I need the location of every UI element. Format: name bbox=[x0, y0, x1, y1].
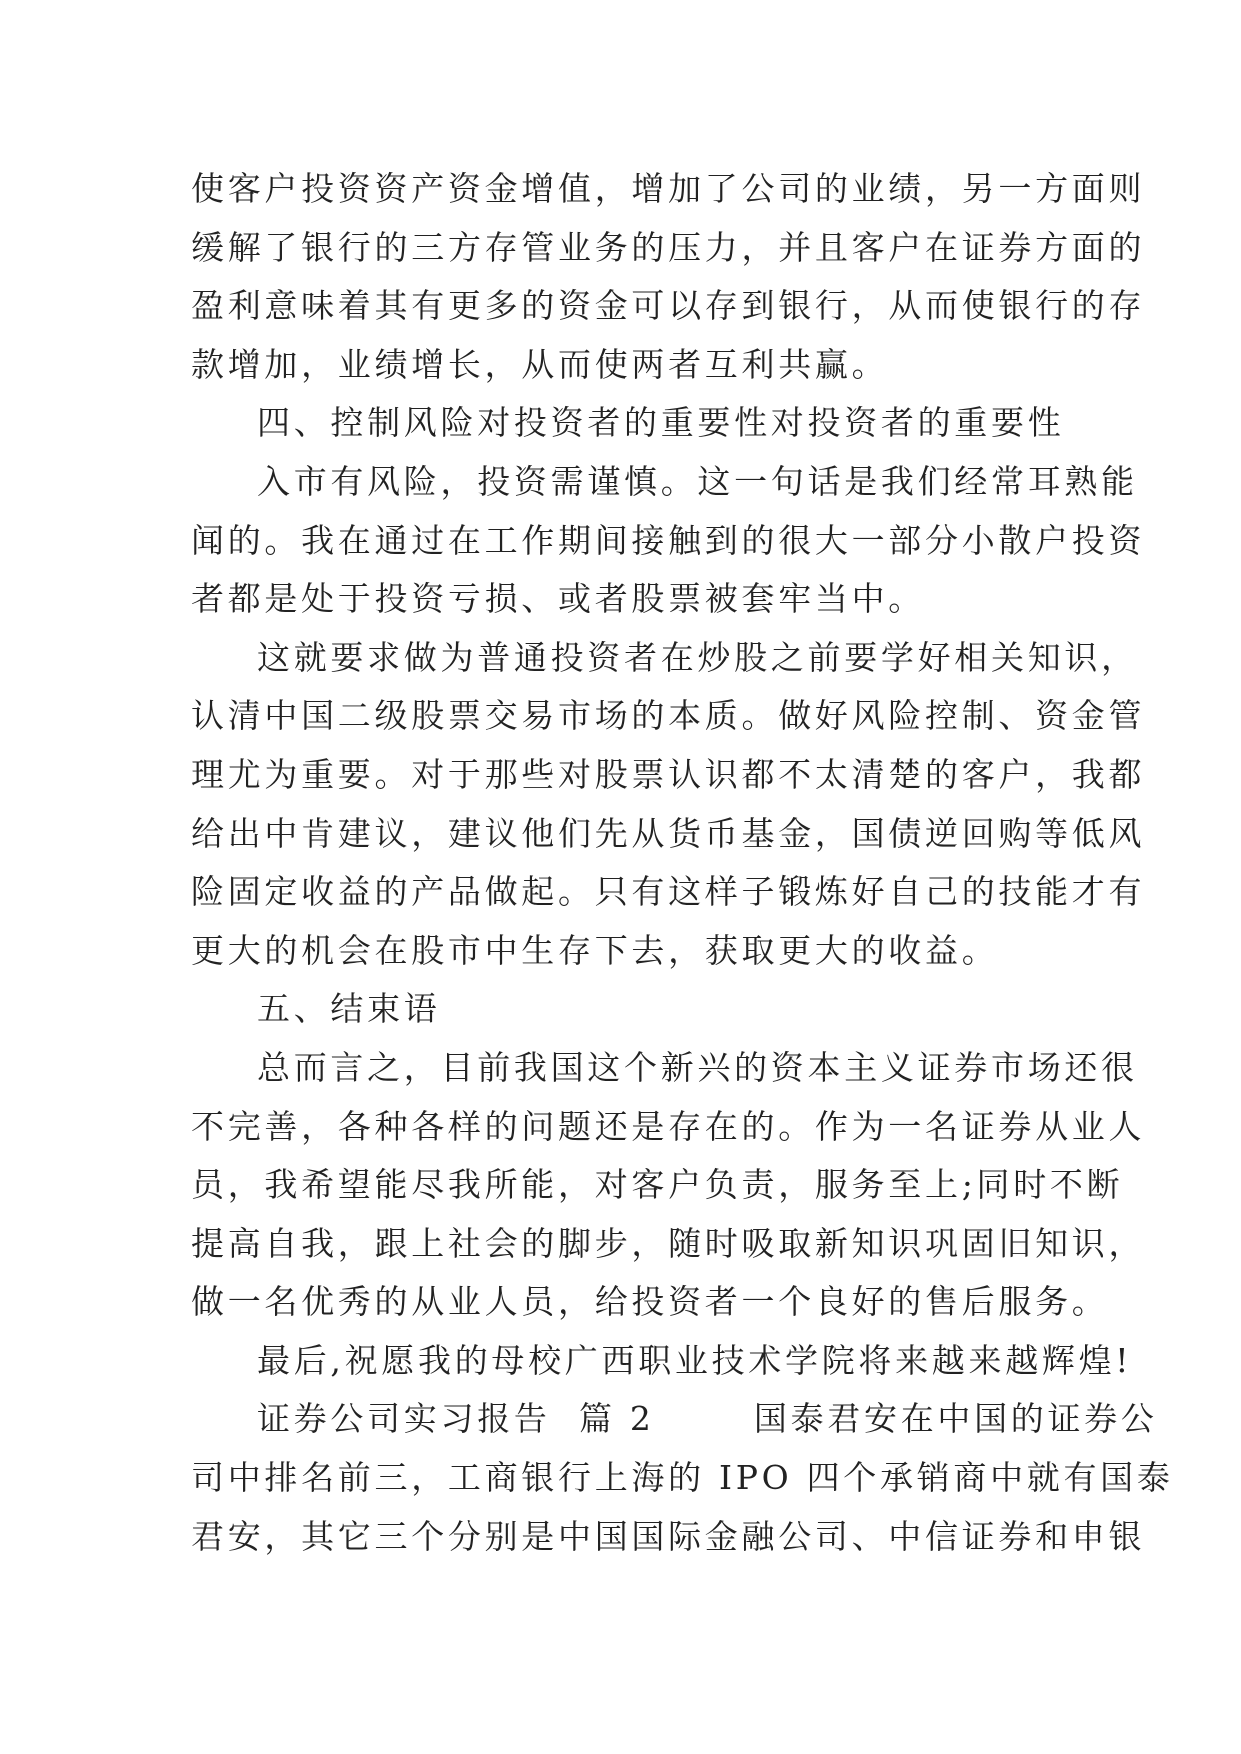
text-line: 君安，其它三个分别是中国国际金融公司、中信证券和申银 bbox=[191, 1516, 1146, 1556]
text-line: 认清中国二级股票交易市场的本质。做好风险控制、资金管 bbox=[191, 696, 1146, 736]
text-line: 款增加，业绩增长，从而使两者互利共赢。 bbox=[191, 344, 889, 384]
text-line: 总而言之，目前我国这个新兴的资本主义证券市场还很 bbox=[257, 1047, 1138, 1087]
text-line: 提高自我，跟上社会的脚步，随时吸取新知识巩固旧知识， bbox=[191, 1223, 1146, 1263]
text-line: 盈利意味着其有更多的资金可以存到银行，从而使银行的存 bbox=[191, 286, 1146, 326]
text-line: 不完善，各种各样的问题还是存在的。作为一名证券从业人 bbox=[191, 1106, 1146, 1146]
report-title-line: 证券公司实习报告 篇 2 国泰君安在中国的证券公 bbox=[257, 1399, 1158, 1439]
text-line: 闻的。我在通过在工作期间接触到的很大一部分小散户投资 bbox=[191, 520, 1146, 560]
text-line: 给出中肯建议，建议他们先从货币基金，国债逆回购等低风 bbox=[191, 813, 1146, 853]
text-line: 这就要求做为普通投资者在炒股之前要学好相关知识， bbox=[257, 637, 1138, 677]
text-line: 理尤为重要。对于那些对股票认识都不太清楚的客户，我都 bbox=[191, 754, 1146, 794]
text-line: 险固定收益的产品做起。只有这样子锻炼好自己的技能才有 bbox=[191, 872, 1146, 912]
text-line: 员，我希望能尽我所能，对客户负责，服务至上;同时不断 bbox=[191, 1165, 1124, 1205]
text-line: 最后,祝愿我的母校广西职业技术学院将来越来越辉煌! bbox=[257, 1340, 1133, 1380]
text-line: 司中排名前三，工商银行上海的 IPO 四个承销商中就有国泰 bbox=[191, 1458, 1174, 1498]
text-line: 缓解了银行的三方存管业务的压力，并且客户在证券方面的 bbox=[191, 227, 1146, 267]
text-line: 更大的机会在股市中生存下去，获取更大的收益。 bbox=[191, 930, 999, 970]
text-line: 入市有风险，投资需谨慎。这一句话是我们经常耳熟能 bbox=[257, 461, 1138, 501]
section-heading: 四、控制风险对投资者的重要性对投资者的重要性 bbox=[257, 403, 1065, 443]
text-line: 者都是处于投资亏损、或者股票被套牢当中。 bbox=[191, 579, 925, 619]
section-heading: 五、结束语 bbox=[257, 989, 441, 1029]
text-line: 使客户投资资产资金增值，增加了公司的业绩，另一方面则 bbox=[191, 169, 1146, 208]
document-body bbox=[191, 160, 1174, 1566]
text-line: 做一名优秀的从业人员，给投资者一个良好的售后服务。 bbox=[191, 1282, 1109, 1322]
